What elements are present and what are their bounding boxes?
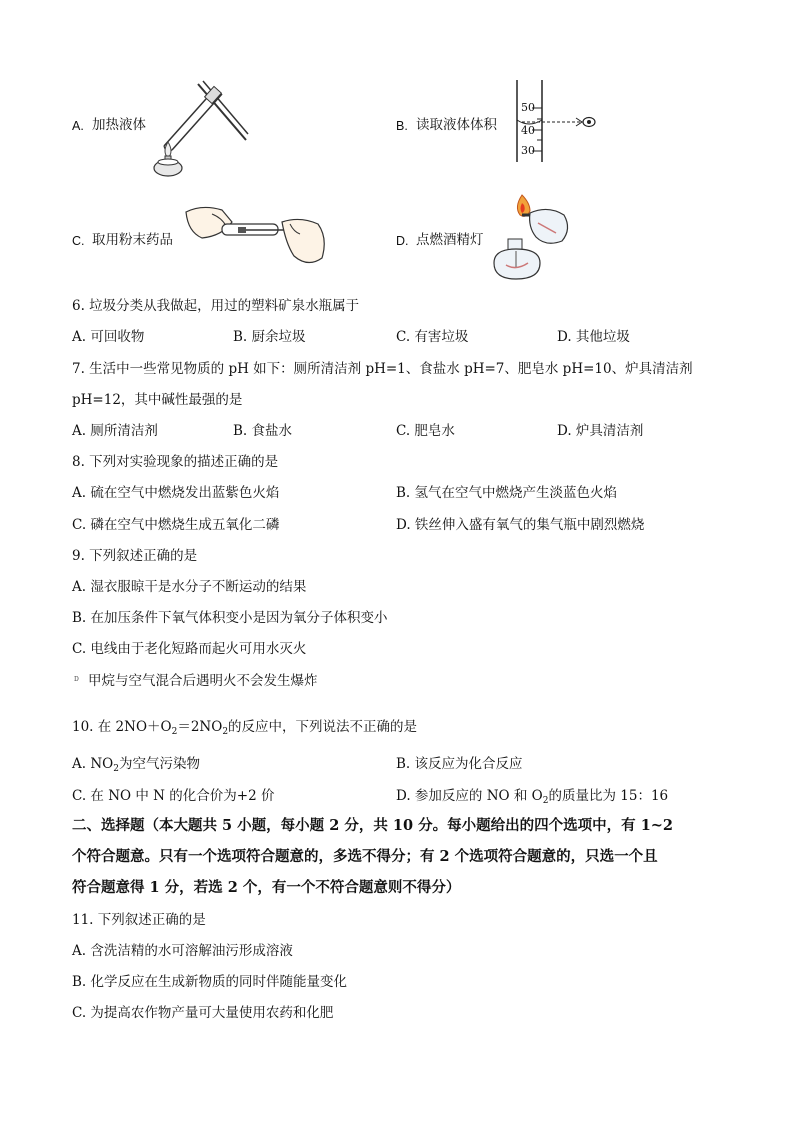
q9-stem: 9. 下列叙述正确的是 [72,548,198,564]
option-b-label: B. [396,119,408,133]
q7-stem-line1: 7. 生活中一些常见物质的 pH 如下：厕所清洁剂 pH=1、食盐水 pH=7、肥皂水 pH=10、炉具清洁剂 [72,361,693,377]
q7-option-c: C. 肥皂水 [396,423,455,439]
q11-option-a: A. 含洗洁精的水可溶解油污形成溶液 [72,943,293,959]
q8-stem: 8. 下列对实验现象的描述正确的是 [72,454,279,470]
option-c-text: 取用粉末药品 [92,232,173,248]
scale-30: 30 [521,144,535,157]
q8-option-a: A. 硫在空气中燃烧发出蓝紫色火焰 [72,485,280,501]
q6-option-b: B. 厨余垃圾 [233,329,306,345]
q11-stem: 11. 下列叙述正确的是 [72,912,206,928]
q6-option-a: A. 可回收物 [72,329,145,345]
q11-option-b: B. 化学反应在生成新物质的同时伴随能量变化 [72,974,348,990]
q9-option-c: C. 电线由于老化短路而起火可用水灭火 [72,641,307,657]
q9-option-a: A. 湿衣服晾干是水分子不断运动的结果 [72,579,307,595]
section2-line3: 符合题意得 1 分，若选 2 个，有一个不符合题意则不得分） [72,879,461,896]
q10-option-b: B. 该反应为化合反应 [396,756,523,772]
q11-option-c: C. 为提高农作物产量可大量使用农药和化肥 [72,1005,334,1021]
q10-option-c: C. 在 NO 中 N 的化合价为+2 价 [72,788,275,804]
section2-line2: 个符合题意。只有一个选项符合题意的，多选不得分；有 2 个选项符合题意的，只选一个且 [72,848,658,865]
q6-option-c: C. 有害垃圾 [396,329,469,345]
alcohol-lamp-figure [486,193,582,281]
q10-option-a: A. $NO_2$为空气污染物 [72,756,200,774]
q6-stem: 6. 垃圾分类从我做起，用过的塑料矿泉水瓶属于 [72,298,360,314]
option-d-label: D. [396,234,409,248]
q9-option-b: B. 在加压条件下氧气体积变小是因为氧分子体积变小 [72,610,388,626]
q9-option-d: 甲烷与空气混合后遇明火不会发生爆炸 [88,673,318,689]
q7-option-d: D. 炉具清洁剂 [557,423,644,439]
option-d-text: 点燃酒精灯 [416,232,484,248]
q8-option-c: C. 磷在空气中燃烧生成五氧化二磷 [72,517,280,533]
option-a-text: 加热液体 [92,117,146,133]
q9-option-d-label-fragment: D [74,676,79,683]
scale-40: 40 [521,124,535,137]
option-c-label: C. [72,234,85,248]
q8-option-b: B. 氢气在空气中燃烧产生淡蓝色火焰 [396,485,618,501]
q7-stem-line2: pH=12，其中碱性最强的是 [72,392,243,408]
powder-taking-figure [182,202,332,272]
q7-option-a: A. 厕所清洁剂 [72,423,158,439]
section2-line1: 二、选择题（本大题共 5 小题，每小题 2 分，共 10 分。每小题给出的四个选项中，有 1~2 [72,817,674,834]
q6-option-d: D. 其他垃圾 [557,329,630,345]
q8-option-d: D. 铁丝伸入盛有氧气的集气瓶中剧烈燃烧 [396,517,645,533]
scale-50: 50 [521,101,535,114]
option-a-label: A. [72,119,84,133]
heating-liquid-figure [148,78,252,178]
q10-option-d: D. 参加反应的 NO 和 $O_2$的质量比为 15：16 [396,788,669,806]
q7-option-b: B. 食盐水 [233,423,293,439]
option-b-text: 读取液体体积 [416,117,497,133]
q10-stem: 10. 在 $2NO+O_2=2NO_2$的反应中，下列说法不正确的是 [72,719,418,737]
